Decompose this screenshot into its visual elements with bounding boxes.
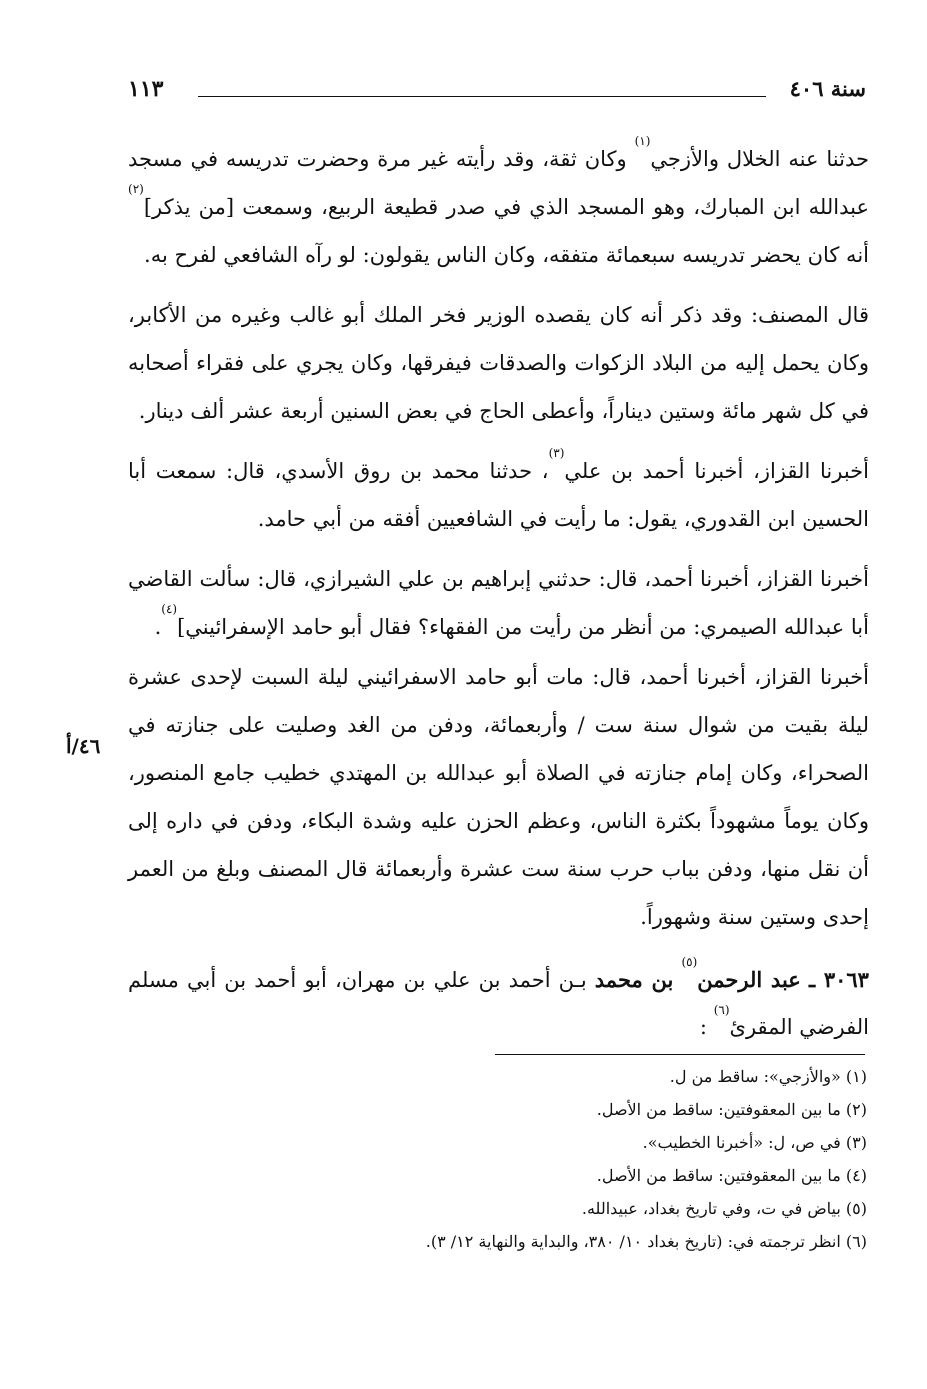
entry-number: ٣٠٦٣ ـ: [808, 967, 869, 992]
manuscript-folio-note: ٤٦/أ: [66, 734, 101, 758]
footnote: (٥) بياض في ت، وفي تاريخ بغداد، عبيدالله.: [581, 1199, 867, 1218]
main-text: [128, 135, 869, 953]
paragraph-3: أخبرنا القزاز، أخبرنا أحمد بن علي$^{(٣)}$، حدثنا محمد بن روق الأسدي، قال: سمعت أبا الحسين ابن القدوري، يقول: ما رأيت في الشافعيين أفقه من أبي حامد.: [128, 446, 869, 531]
biography-entry: ٣٠٦٣ ـ عبد الرحمن$^{(٥)}$ بن محمد بـن أحمد بن علي بن مهران، أبو أحمد بن أبي مسلم الفرضي المقرئ$^{(٦)}$ :: [128, 955, 869, 1039]
footnotes: [300, 1060, 867, 1258]
paragraph-2: قال المصنف: وقد ذكر أنه كان يقصده الوزير فخر الملك أبو غالب وغيره من الأكابر، وكان يحمل إليه من البلاد الزكوات والصدقات فيفرقها، وكان يجري على فقراء أصحابه في كل شهر مائة وستين ديناراً، وأعطى الحاج في بعض السنين أربعة عشر ألف دينار.: [128, 303, 869, 423]
paragraph-4: أخبرنا القزاز، أخبرنا أحمد، قال: حدثني إبراهيم بن علي الشيرازي، قال: سألت القاضي أبا عبدالله الصيمري: من أنظر من رأيت من الفقهاء؟ فقال أبو حامد الإسفرائيني]$^{(٤)}$.: [128, 567, 869, 639]
footnote-ref-4: (٤): [161, 602, 178, 616]
entry-name: عبد الرحمن: [697, 967, 801, 992]
footnote-ref-1: (١): [634, 134, 651, 148]
footnote: (٦) انظر ترجمته في: (تاريخ بغداد ١٠/ ٣٨٠، والبداية والنهاية ١٢/ ٣).: [425, 1232, 867, 1251]
footnote: (٣) في ص، ل: «أخبرنا الخطيب».: [642, 1133, 867, 1152]
footnote-ref-6: (٦): [713, 1003, 730, 1017]
footnote-rule: [495, 1054, 865, 1055]
page-header: [128, 76, 866, 112]
footnote-ref-5: (٥): [681, 955, 698, 969]
footnote-ref-2: (٢): [128, 182, 144, 196]
footnote: (٢) ما بين المعقوفتين: ساقط من الأصل.: [596, 1100, 867, 1119]
entry-name-2: بن محمد: [594, 967, 674, 992]
paragraph-1: حدثنا عنه الخلال والأزجي$^{(١)}$ وكان ثقة، وقد رأيته غير مرة وحضرت تدريسه في مسجد عبدالله ابن المبارك، وهو المسجد الذي في صدر قطيعة الربيع، وسمعت [من يذكر]$^{(٢)}$ أنه كان يحضر تدريسه سبعمائة متفقه، وكان الناس يقولون: لو رآه الشافعي لفرح به.: [128, 134, 869, 267]
footnote-ref-3: (٣): [548, 446, 565, 460]
header-rule: [198, 96, 766, 97]
paragraph-5: أخبرنا القزاز، أخبرنا أحمد، قال: مات أبو حامد الاسفرائيني ليلة السبت لإحدى عشرة ليلة بقيت من شوال سنة ست / وأربعمائة، ودفن من الغد وصليت على جنازته في الصحراء، وكان إمام جنازته في الصلاة أبو عبدالله بن المهتدي خطيب جامع المنصور، وكان يوماً مشهوداً بكثرة الناس، وعظم الحزن عليه وشدة البكاء، ودفن في داره إلى أن نقل منها، ودفن بباب حرب سنة ست عشرة وأربعمائة قال المصنف وبلغ من العمر إحدى وستين سنة وشهوراً.: [128, 665, 869, 929]
footnote: (١) «والأزجي»: ساقط من ل.: [669, 1067, 867, 1086]
footnote: (٤) ما بين المعقوفتين: ساقط من الأصل.: [596, 1166, 867, 1185]
running-head-year: سنة ٤٠٦: [789, 76, 866, 101]
page-number: ١١٣: [128, 76, 164, 102]
